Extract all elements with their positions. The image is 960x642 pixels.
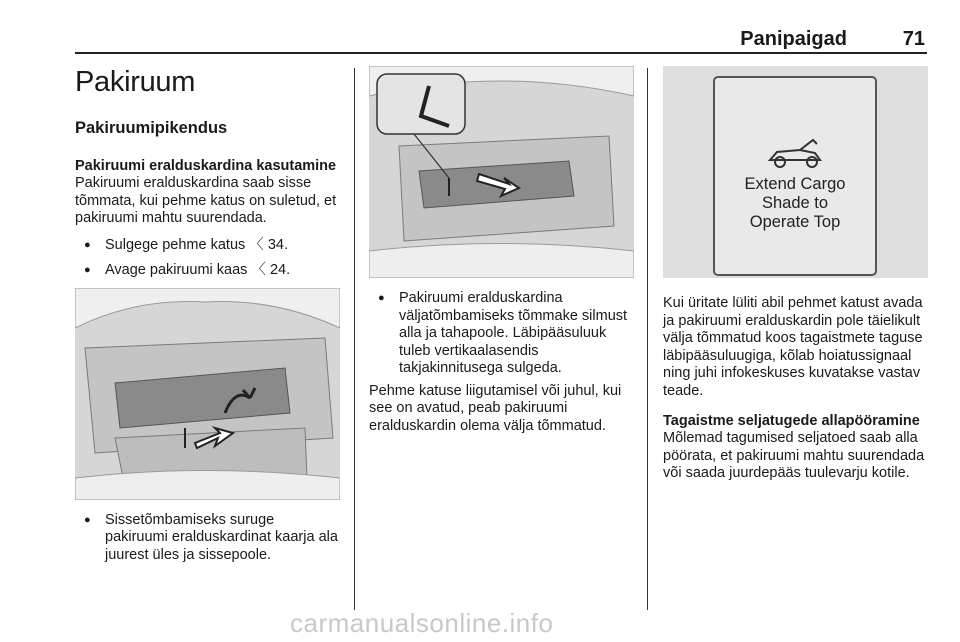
column-divider xyxy=(354,68,355,610)
body-paragraph: Pakiruumi eralduskardina saab sisse tõmmata, kui pehme katus on suletud, et pakiruumi mahtu suurendada. xyxy=(75,175,337,226)
body-paragraph: Mõlemad tagumised seljatoed saab alla pöörata, et pakiruumi mahtu suurendada või saada juurdepääs tuulevarju kotile. xyxy=(663,430,925,481)
column-3 xyxy=(663,62,928,483)
body-paragraph: Pehme katuse liigutamisel või juhul, kui see on avatud, peab pakiruumi eralduskardin olema välja tõmmatud. xyxy=(369,382,622,434)
header-rule xyxy=(75,52,927,54)
list-item: ● Avage pakiruumi kaas 〈 24. xyxy=(75,262,340,280)
bullet-list xyxy=(75,512,340,565)
list-item: ● Sissetõmbamiseks suruge pakiruumi eralduskardinat kaarja ala juurest üles ja sissepoole. xyxy=(75,512,340,565)
column-divider xyxy=(647,68,648,610)
subsection-heading: Pakiruumi eralduskardina kasutamine xyxy=(75,158,337,174)
bullet-list xyxy=(369,290,634,378)
list-item: ● Pakiruumi eralduskardina väljatõmbamiseks tõmmake silmust alla ja tahapoole. Läbipääsuluuk tuleb vertikaalasendis takjakinnitusega sulgeda. xyxy=(369,290,634,378)
display-screen xyxy=(713,76,877,276)
list-item: ● Sulgege pehme katus 〈 34. xyxy=(75,237,340,255)
page-number: 71 xyxy=(902,28,925,50)
watermark-text: carmanualsonline.info xyxy=(290,608,554,638)
chapter-title: Pakiruum xyxy=(75,66,196,98)
bullet-list xyxy=(75,237,340,280)
convertible-car-icon xyxy=(715,120,875,180)
display-line: Shade to xyxy=(761,194,829,212)
section-heading: Pakiruumipikendus xyxy=(75,119,228,137)
section-title: Panipaigad xyxy=(740,28,847,50)
page-header xyxy=(75,28,925,52)
body-paragraph: Kui üritate lüliti abil pehmet katust avada ja pakiruumi eralduskardin pole täielikult välja tõmmatud koos tagaistmete taguse läbipääsuluugiga, kõlab hoiatussignaal ning juhi infokeskuses kuvatakse vastav teade. xyxy=(663,295,923,399)
subsection-heading: Tagaistme seljatugede allapööramine xyxy=(663,413,920,429)
trunk-illustration xyxy=(369,66,634,278)
column-2 xyxy=(369,62,634,435)
trunk-illustration xyxy=(75,288,340,500)
display-line: Operate Top xyxy=(749,213,841,231)
display-line: Extend Cargo xyxy=(744,175,846,193)
column-1 xyxy=(75,62,340,572)
info-display-illustration xyxy=(663,66,928,278)
display-message xyxy=(715,175,875,232)
